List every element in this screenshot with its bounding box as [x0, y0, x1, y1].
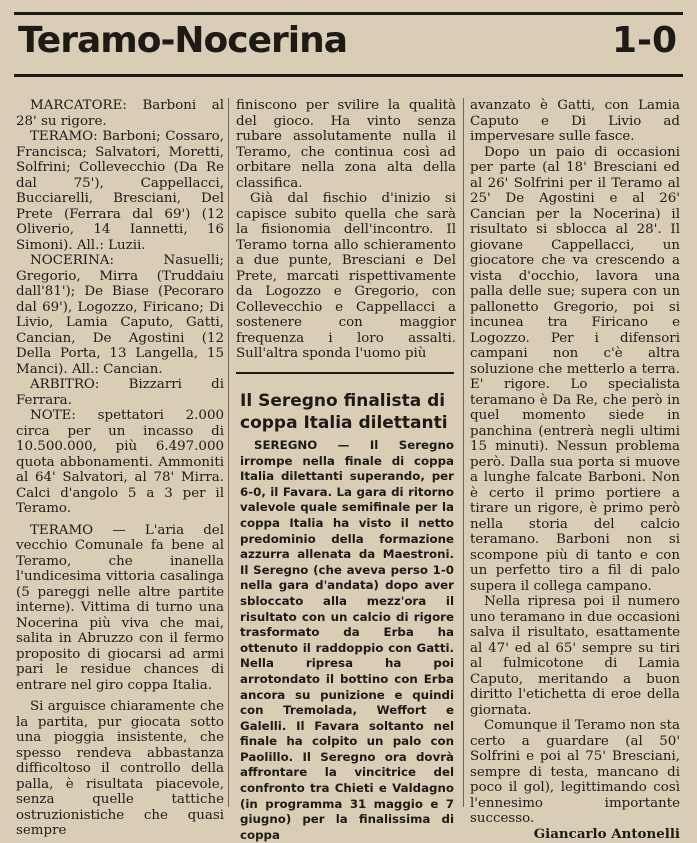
- headline: Teramo-Nocerina: [18, 20, 348, 61]
- match-score: 1-0: [611, 20, 677, 61]
- sidebar-box-body: [240, 438, 454, 843]
- author-signature: Giancarlo Antonelli: [533, 825, 680, 842]
- box-rule: [236, 372, 454, 374]
- article-paragraph: Nella ripresa poi il numero uno teramano in due occasioni salva il risultato, esattamente al 47' ed al 65' sempre su tiri al fulmicotone di Lamia Caputo, meritando a buon diritto l'etichetta di eroe della giornata.: [470, 594, 680, 718]
- column-divider: [228, 98, 229, 807]
- article-paragraph: TERAMO — L'aria del vecchio Comunale fa bene al Teramo, che inanella l'undicesima vittoria casalinga (5 pareggi nelle altre partite interne). Vittima di turno una Nocerina più viva che mai, salita in Abruzzo con il fermo proposito di giocarsi ad armi pari le residue chances di entrare nel giro coppa Italia.: [16, 522, 224, 693]
- article-paragraph: finiscono per svilire la qualità del gioco. Ha vinto senza rubare assolutamente nulla il Teramo, che continua così ad orbitare nella zona alta della classifica.: [236, 98, 456, 191]
- scorer-line: MARCATORE: Barboni al 28' su rigore.: [16, 98, 224, 129]
- article-column-2: [236, 98, 456, 362]
- article-column-3: [470, 98, 680, 842]
- top-rule: [14, 12, 683, 15]
- article-paragraph: Si arguisce chiaramente che la partita, pur giocata sotto una pioggia insistente, che spesso rendeva abbastanza difficoltoso il controllo della palla, è risultata piacevole, senza quelle tattiche ostruzionistiche che quasi sempre: [16, 699, 224, 838]
- article-column-1: [16, 98, 224, 839]
- referee-line: ARBITRO: Bizzarri di Ferrara.: [16, 377, 224, 408]
- sidebar-box-title: Il Seregno finalista di coppa Italia dilettanti: [240, 391, 448, 433]
- article-paragraph: Comunque il Teramo non sta certo a guardare (al 50' Solfrini e poi al 75' Bresciani, sempre di testa, mancano di poco il gol), legittimando così l'ennesimo importante successo.: [470, 718, 680, 826]
- article-paragraph: Già dal fischio d'inizio si capisce subito quella che sarà la fisionomia dell'incontro. Il Teramo torna allo schieramento a due punte, Bresciani e Del Prete, marcati rispettivamente da Logozzo e Gregorio, con Collevecchio e Cappellacci a sostenere con maggior frequenza i loro assalti. Sull'altra sponda l'uomo più: [236, 191, 456, 361]
- article-paragraph: avanzato è Gatti, con Lamia Caputo e Di Livio ad impervesare sulle fasce.: [470, 98, 680, 144]
- article-paragraph: Dopo un paio di occasioni per parte (al 18' Bresciani ed al 26' Solfrini per il Teramo al 25' De Agostini e al 26' Cancian per la Nocerina) il risultato si sblocca al 28'. Il giovane Cappellacci, un giocatore che va crescendo a vista d'occhio, lavora una palla delle sue; supera con un pallonetto Gregorio, poi si incunea tra Firicano e Logozzo. Per i difensori campani non c'è altra soluzione che metterlo a terra. E' rigore. Lo specialista teramano è Da Re, che però in quel momento siede in panchina (entrerà negli ultimi 15 minuti). Nessun problema però. Dalla sua porta si muove a lunghe falcate Barboni. Non è certo il primo portiere a tirare un rigore, è primo però nella storia del calcio teramano. Barboni non si scompone più di tanto e con un perfetto tiro a fil di palo supera il collega campano.: [470, 144, 680, 594]
- notes-line: NOTE: spettatori 2.000 circa per un incasso di 10.500.000, più 6.497.000 quota abbonamenti. Ammoniti al 64' Salvatori, al 78' Mirra. Calci d'angolo 5 a 3 per il Teramo.: [16, 408, 224, 516]
- headline-rule: [14, 74, 683, 77]
- teramo-lineup: TERAMO: Barboni; Cossaro, Francisca; Salvatori, Moretti, Solfrini; Collevecchio (Da Re dal 75'), Cappellacci, Bucciarelli, Bresciani, Del Prete (Ferrara dal 69') (12 Oliverio, 14 Iannetti, 16 Simoni). All.: Luzii.: [16, 129, 224, 253]
- nocerina-lineup: NOCERINA: Nasuelli; Gregorio, Mirra (Truddaiu dall'81'); De Biase (Pecoraro dal 69'), Logozzo, Firicano; Di Livio, Lamia Caputo, Gatti, Cancian, De Agostini (12 Della Porta, 13 Langella, 15 Manci). All.: Cancian.: [16, 253, 224, 377]
- column-divider: [463, 98, 464, 807]
- sidebar-box-text: SEREGNO — Il Seregno irrompe nella finale di coppa Italia dilettanti superando, per 6-0, il Favara. La gara di ritorno valevole quale semifinale per la coppa Italia ha visto il netto predominio della formazione azzurra allenata da Maestroni. Il Seregno (che aveva perso 1-0 nella gara d'andata) dopo aver sbloccato alla mezz'ora il risultato con un calcio di rigore trasformato da Erba ha ottenuto il raddoppio con Gatti. Nella ripresa ha poi arrotondato il bottino con Erba ancora su punizione e quindi con Tremolada, Weffort e Galelli. Il Favara soltanto nel finale ha colpito un palo con Paolillo. Il Seregno ora dovrà affrontare la vincitrice del confronto tra Chieti e Valdagno (in programma 31 maggio e 7 giugno) per la finalissima di coppa: [240, 438, 454, 842]
